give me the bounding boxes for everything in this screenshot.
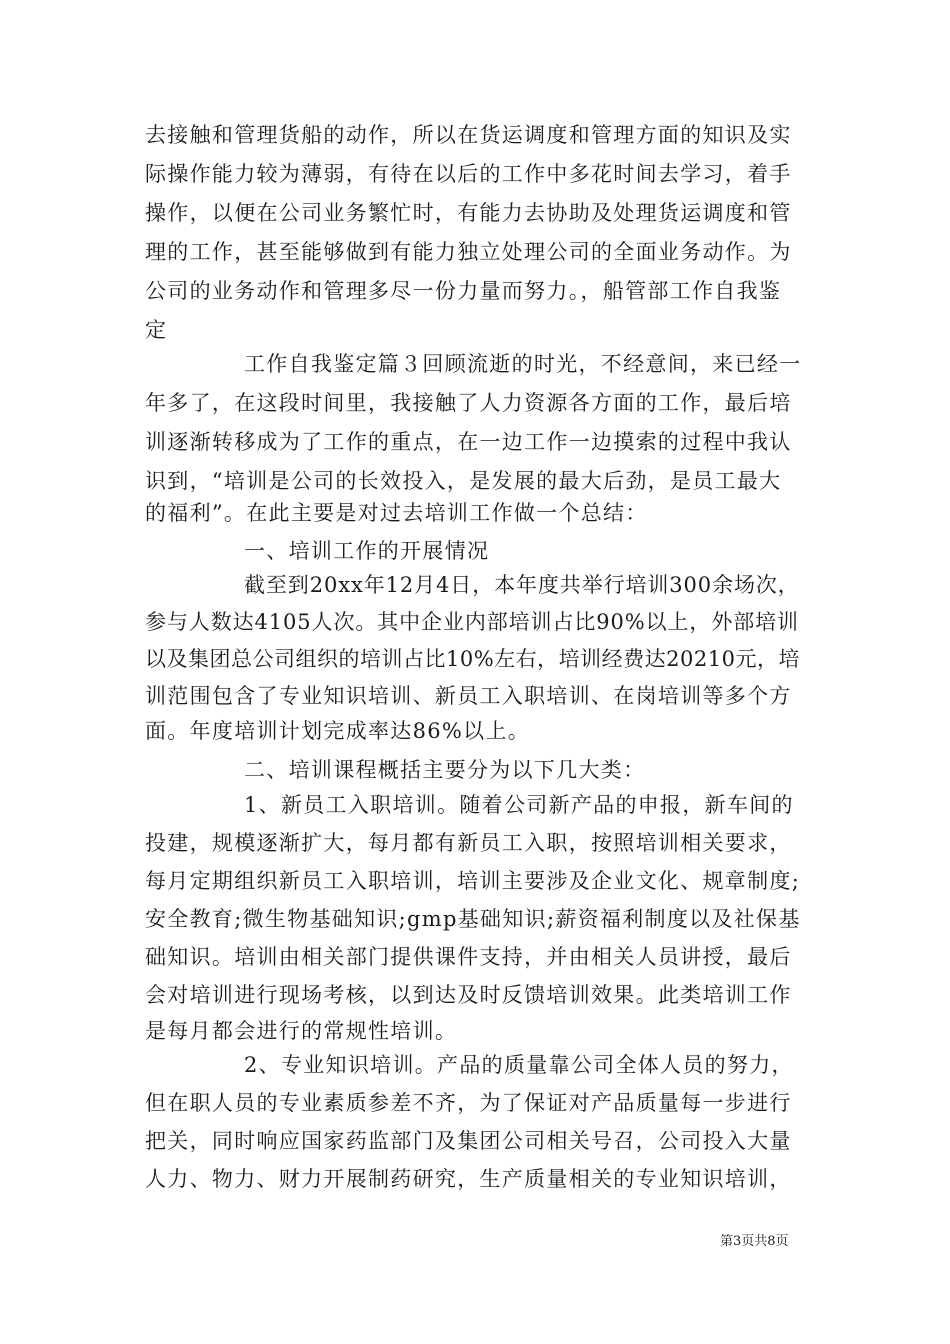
text-line: 每月定期组织新员工入职培训，培训主要涉及企业文化、规章制度; <box>145 869 801 893</box>
section-heading: 二、培训课程概括主要分为以下几大类： <box>244 758 646 782</box>
text-line: 操作，以便在公司业务繁忙时，有能力去协助及处理货运调度和管 <box>145 201 792 225</box>
text-line: 以及集团总公司组织的培训占比10%左右，培训经费达20210元，培 <box>145 647 800 671</box>
text-line: 会对培训进行现场考核，以到达及时反馈培训效果。此类培训工作 <box>145 983 792 1007</box>
text-line: 1、新员工入职培训。随着公司新产品的申报，新车间的 <box>244 793 794 817</box>
text-line: 去接触和管理货船的动作，所以在货运调度和管理方面的知识及实 <box>145 123 792 147</box>
section-heading: 一、培训工作的开展情况 <box>244 539 490 563</box>
text-line: 训逐渐转移成为了工作的重点，在一边工作一边摸索的过程中我认 <box>145 430 792 454</box>
text-line: 识到，“培训是公司的长效投入，是发展的最大后劲，是员工最大 <box>145 469 782 493</box>
text-line: 础知识。培训由相关部门提供课件支持，并由相关人员讲授，最后 <box>145 945 792 969</box>
text-line: 2、专业知识培训。产品的质量靠公司全体人员的努力， <box>244 1053 794 1077</box>
text-line: 公司的业务动作和管理多尽一份力量而努力。，船管部工作自我鉴 <box>145 279 782 303</box>
text-line: 人力、物力、财力开展制药研究，生产质量相关的专业知识培训， <box>145 1167 792 1191</box>
text-line: 投建，规模逐渐扩大，每月都有新员工入职，按照培训相关要求， <box>145 831 792 855</box>
text-line: 安全教育;微生物基础知识;gmp基础知识;薪资福利制度以及社保基 <box>145 907 801 931</box>
page-number: 第3页共8页 <box>720 1234 789 1249</box>
text-line: 训范围包含了专业知识培训、新员工入职培训、在岗培训等多个方 <box>145 684 792 708</box>
text-line: 但在职人员的专业素质参差不齐，为了保证对产品质量每一步进行 <box>145 1091 792 1115</box>
text-line: 际操作能力较为薄弱，有待在以后的工作中多花时间去学习，着手 <box>145 162 792 186</box>
text-line: 把关，同时响应国家药监部门及集团公司相关号召，公司投入大量 <box>145 1129 792 1153</box>
text-line: 理的工作，甚至能够做到有能力独立处理公司的全面业务动作。为 <box>145 240 792 264</box>
text-line: 是每月都会进行的常规性培训。 <box>145 1019 458 1043</box>
text-line: 工作自我鉴定篇３回顾流逝的时光，不经意间，来已经一 <box>244 352 802 376</box>
text-line: 面。年度培训计划完成率达86%以上。 <box>145 719 531 743</box>
text-line: 截至到20xx年12月4日，本年度共举行培训300余场次， <box>244 573 800 597</box>
text-line: 定 <box>145 318 168 342</box>
text-line: 参与人数达4105人次。其中企业内部培训占比90%以上，外部培训 <box>145 610 799 634</box>
text-line: 年多了，在这段时间里，我接触了人力资源各方面的工作，最后培 <box>145 391 792 415</box>
text-line: 的福利”。在此主要是对过去培训工作做一个总结： <box>145 501 648 525</box>
